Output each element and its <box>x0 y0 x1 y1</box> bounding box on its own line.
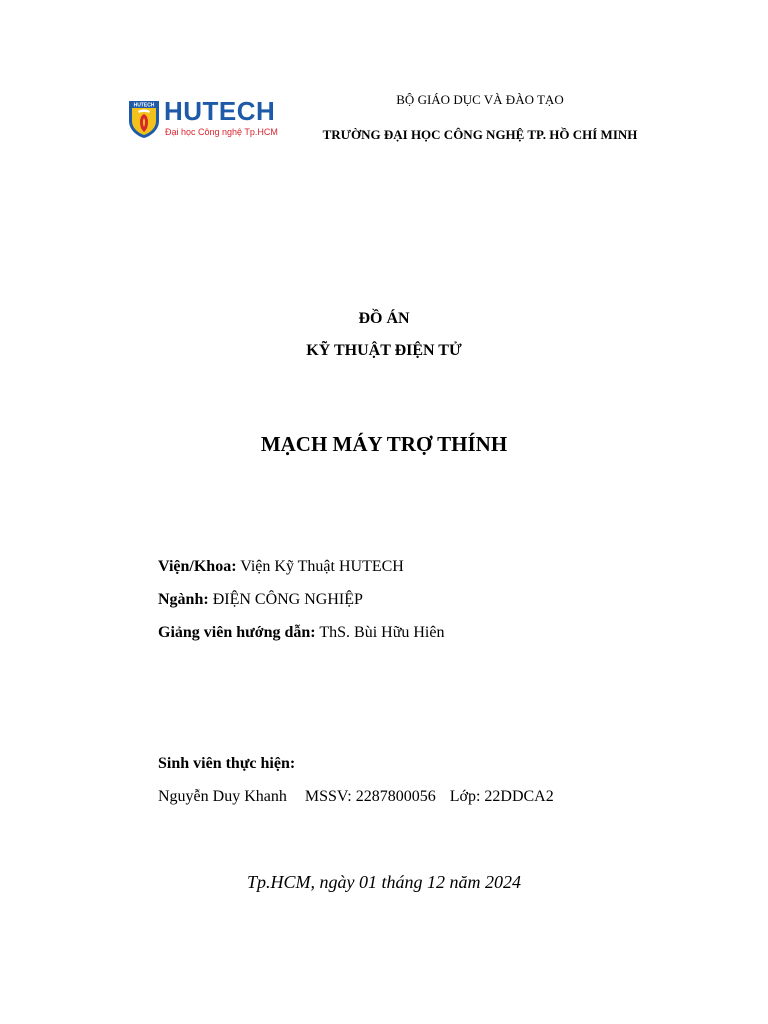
major-value: ĐIỆN CÔNG NGHIỆP <box>212 591 363 608</box>
advisor-value: ThS. Bùi Hữu Hiên <box>319 624 445 641</box>
advisor-row <box>158 623 444 643</box>
shield-text: HUTECH <box>133 102 155 109</box>
university-name: TRƯỜNG ĐẠI HỌC CÔNG NGHỆ TP. HỒ CHÍ MINH <box>322 127 638 142</box>
place-date: Tp.HCM, ngày 01 tháng 12 năm 2024 <box>247 872 521 892</box>
student-name: Nguyễn Duy Khanh <box>158 788 287 805</box>
shield-icon <box>128 99 160 139</box>
hutech-logo <box>128 98 278 142</box>
major-label: Ngành: <box>158 591 209 608</box>
student-class: Lớp: 22DDCA2 <box>449 788 554 805</box>
logo-tagline: Đại học Công nghệ Tp.HCM <box>165 127 278 137</box>
project-title: MẠCH MÁY TRỢ THÍNH <box>260 432 508 456</box>
faculty-row <box>158 557 404 577</box>
student-mssv: MSSV: 2287800056 <box>304 788 436 805</box>
document-type: ĐỒ ÁN <box>358 310 410 327</box>
faculty-value: Viện Kỹ Thuật HUTECH <box>240 558 404 575</box>
faculty-label: Viện/Khoa: <box>158 558 237 575</box>
student-label: Sinh viên thực hiện: <box>158 755 296 772</box>
student-heading <box>158 754 295 774</box>
advisor-label: Giảng viên hướng dẫn: <box>158 624 316 641</box>
subject-name: KỸ THUẬT ĐIỆN TỬ <box>306 342 462 359</box>
student-row <box>158 787 554 807</box>
major-row <box>158 590 363 610</box>
logo-wordmark: HUTECH <box>164 96 276 126</box>
ministry-name: BỘ GIÁO DỤC VÀ ĐÀO TẠO <box>396 92 564 107</box>
